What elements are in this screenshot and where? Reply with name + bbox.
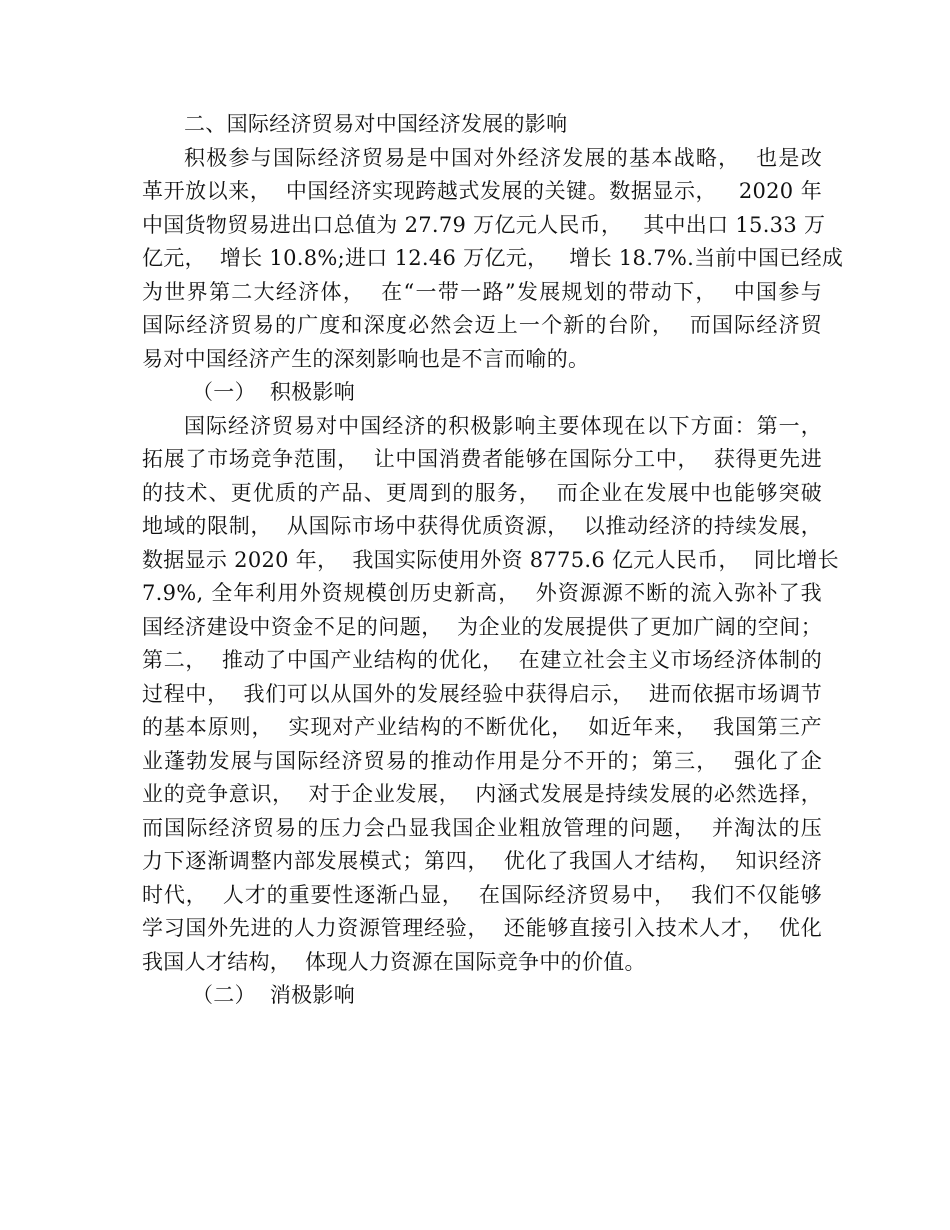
paragraph-line: 业的竞争意识， 对于企业发展， 内涵式发展是持续发展的必然选择， (142, 782, 822, 806)
paragraph-line: 易对中国经济产生的深刻影响也是不言而喻的。 (142, 346, 590, 371)
subsection-heading-positive: （一） 积极影响 (192, 380, 356, 404)
paragraph-line: 过程中， 我们可以从国外的发展经验中获得启示， 进而依据市场调节 (142, 681, 822, 706)
paragraph-line: 而国际经济贸易的压力会凸显我国企业粗放管理的问题， 并淘汰的压 (142, 815, 822, 840)
section-heading: 二、国际经济贸易对中国经济发展的影响 (184, 112, 568, 136)
paragraph-line: 国经济建设中资金不足的问题， 为企业的发展提供了更加广阔的空间； (142, 614, 822, 639)
paragraph-line: 国际经济贸易的广度和深度必然会迈上一个新的台阶， 而国际经济贸 (142, 313, 822, 337)
paragraph-line: 第二， 推动了中国产业结构的优化， 在建立社会主义市场经济体制的 (142, 648, 822, 672)
paragraph-line: 地域的限制， 从国际市场中获得优质资源， 以推动经济的持续发展， (142, 514, 822, 538)
subsection-heading-negative: （二） 消极影响 (192, 983, 356, 1007)
paragraph-line: 亿元， 增长 10.8%;进口 12.46 万亿元， 增长 18.7%.当前中国已经成 (142, 246, 844, 270)
paragraph-line: 的技术、更优质的产品、更周到的服务， 而企业在发展中也能够突破 (142, 480, 822, 505)
document-body (142, 108, 844, 1013)
paragraph-line: 的基本原则， 实现对产业结构的不断优化， 如近年来， 我国第三产 (142, 715, 822, 739)
paragraph-line: 中国货物贸易进出口总值为 27.79 万亿元人民币， 其中出口 15.33 万 (142, 212, 826, 237)
paragraph-line: 7.9%, 全年利用外资规模创历史新高， 外资源源不断的流入弥补了我 (142, 581, 822, 605)
paragraph-line: 为世界第二大经济体， 在“一带一路”发展规划的带动下， 中国参与 (142, 279, 822, 304)
paragraph-line: 我国人才结构， 体现人力资源在国际竞争中的价值。 (142, 949, 646, 974)
paragraph-line: 时代， 人才的重要性逐渐凸显， 在国际经济贸易中， 我们不仅能够 (142, 882, 822, 907)
paragraph-line: 数据显示 2020 年， 我国实际使用外资 8775.6 亿元人民币， 同比增长 (142, 547, 839, 572)
paragraph-line: 积极参与国际经济贸易是中国对外经济发展的基本战略， 也是改 (184, 145, 822, 170)
paragraph-line: 拓展了市场竞争范围， 让中国消费者能够在国际分工中， 获得更先进 (142, 447, 822, 471)
paragraph-line: 国际经济贸易对中国经济的积极影响主要体现在以下方面：第一， (184, 413, 822, 438)
intro-paragraph (142, 142, 844, 377)
paragraph-line: 力下逐渐调整内部发展模式；第四， 优化了我国人才结构， 知识经济 (142, 849, 822, 873)
positive-paragraph (142, 410, 839, 980)
paragraph-line: 革开放以来， 中国经济实现跨越式发展的关键。数据显示， 2020 年 (142, 179, 822, 203)
paragraph-line: 学习国外先进的人力资源管理经验， 还能够直接引入技术人才， 优化 (142, 916, 822, 940)
paragraph-line: 业蓬勃发展与国际经济贸易的推动作用是分不开的；第三， 强化了企 (142, 748, 822, 773)
